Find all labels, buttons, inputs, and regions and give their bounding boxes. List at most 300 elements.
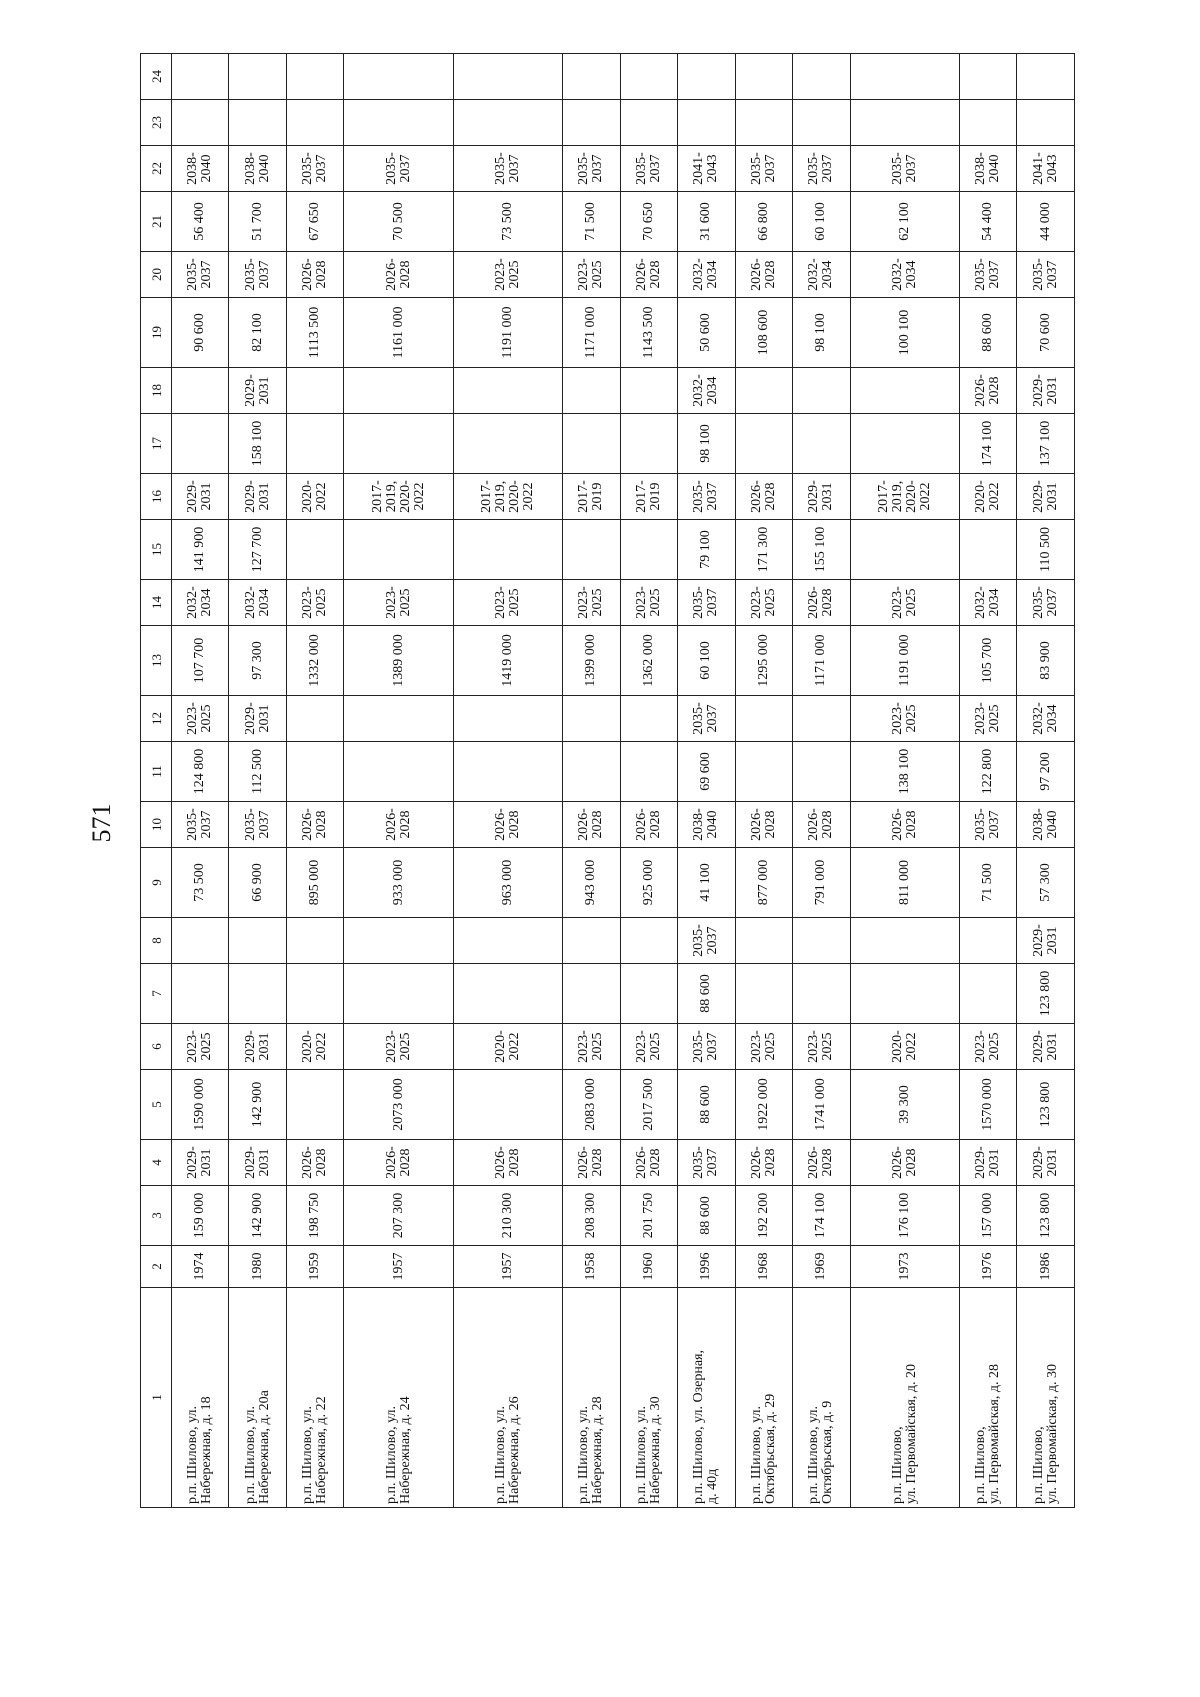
column-header-9: 9 — [141, 848, 172, 918]
table-cell: 2032- 2034 — [678, 252, 735, 298]
table-cell: 2035- 2037 — [678, 580, 735, 626]
table-cell: 2023- 2025 — [453, 252, 562, 298]
table-cell: 142 900 — [229, 1186, 286, 1246]
table-cell: 1741 000 — [793, 1070, 850, 1140]
table-row — [172, 54, 229, 1508]
table-cell — [620, 100, 677, 146]
table-cell: 2035- 2037 — [286, 146, 343, 192]
table-cell: 192 200 — [735, 1186, 792, 1246]
table-cell: 2029- 2031 — [1017, 918, 1075, 964]
column-header-24: 24 — [141, 54, 172, 100]
table-cell: 73 500 — [172, 848, 229, 918]
table-cell: 1399 000 — [563, 626, 620, 696]
table-cell: 2041- 2043 — [678, 146, 735, 192]
table-cell: 171 300 — [735, 520, 792, 580]
table-cell: 2035- 2037 — [678, 918, 735, 964]
table-cell — [850, 918, 959, 964]
table-cell: 41 100 — [678, 848, 735, 918]
table-cell — [286, 696, 343, 742]
address-cell: р.п. Шилово, ул. Первомайская, д. 28 — [959, 1288, 1016, 1508]
address-cell: р.п. Шилово, ул. Октябрьская, д. 29 — [735, 1288, 792, 1508]
table-cell: 1958 — [563, 1246, 620, 1288]
table-cell: 2035- 2037 — [1017, 252, 1075, 298]
table-cell: 2023- 2025 — [959, 696, 1016, 742]
table-cell — [286, 742, 343, 802]
table-cell: 2026- 2028 — [344, 1140, 453, 1186]
table-cell — [453, 742, 562, 802]
table-cell: 925 000 — [620, 848, 677, 918]
table-cell — [229, 964, 286, 1024]
table-cell: 2029- 2031 — [1017, 1140, 1075, 1186]
table-cell — [959, 54, 1016, 100]
table-cell: 44 000 — [1017, 192, 1075, 252]
table-cell: 2032- 2034 — [229, 580, 286, 626]
table-cell: 107 700 — [172, 626, 229, 696]
table-cell — [563, 696, 620, 742]
table-row — [344, 54, 453, 1508]
table-cell: 124 800 — [172, 742, 229, 802]
table-cell: 1590 000 — [172, 1070, 229, 1140]
table-cell: 2020- 2022 — [286, 1024, 343, 1070]
table-row — [959, 54, 1016, 1508]
table-cell: 2038- 2040 — [1017, 802, 1075, 848]
table-cell: 2026- 2028 — [850, 802, 959, 848]
table-cell: 176 100 — [850, 1186, 959, 1246]
column-header-2: 2 — [141, 1246, 172, 1288]
table-cell: 2029- 2031 — [172, 1140, 229, 1186]
table-cell — [286, 1070, 343, 1140]
table-cell: 201 750 — [620, 1186, 677, 1246]
table-cell: 137 100 — [1017, 414, 1075, 474]
address-cell: р.п. Шилово, ул. Набережная, д. 28 — [563, 1288, 620, 1508]
table-cell: 2017- 2019, 2020- 2022 — [344, 474, 453, 520]
table-cell — [286, 100, 343, 146]
table-cell: 2038- 2040 — [678, 802, 735, 848]
table-cell — [793, 414, 850, 474]
table-cell: 2029- 2031 — [1017, 368, 1075, 414]
address-cell: р.п. Шилово, ул. Первомайская, д. 30 — [1017, 1288, 1075, 1508]
table-cell: 98 100 — [793, 298, 850, 368]
table-cell: 2023- 2025 — [563, 580, 620, 626]
table-cell — [453, 520, 562, 580]
column-header-16: 16 — [141, 474, 172, 520]
table-cell: 2029- 2031 — [229, 368, 286, 414]
table-cell: 1191 000 — [850, 626, 959, 696]
column-header-22: 22 — [141, 146, 172, 192]
table-cell — [959, 964, 1016, 1024]
column-header-11: 11 — [141, 742, 172, 802]
table-cell — [563, 54, 620, 100]
table-cell — [735, 100, 792, 146]
table-cell: 1161 000 — [344, 298, 453, 368]
table-cell: 2035- 2037 — [229, 252, 286, 298]
table-cell: 2029- 2031 — [793, 474, 850, 520]
table-cell: 2035- 2037 — [850, 146, 959, 192]
table-cell: 155 100 — [793, 520, 850, 580]
table-cell: 54 400 — [959, 192, 1016, 252]
table-cell — [453, 696, 562, 742]
table-cell: 2026- 2028 — [620, 802, 677, 848]
table-cell — [1017, 54, 1075, 100]
table-cell — [850, 100, 959, 146]
table-cell: 1959 — [286, 1246, 343, 1288]
address-cell: р.п. Шилово, ул. Набережная, д. 24 — [344, 1288, 453, 1508]
column-header-10: 10 — [141, 802, 172, 848]
table-row — [1017, 54, 1075, 1508]
table-cell: 895 000 — [286, 848, 343, 918]
table-cell: 60 100 — [678, 626, 735, 696]
table-cell: 73 500 — [453, 192, 562, 252]
table-cell: 2026- 2028 — [735, 474, 792, 520]
table-cell: 2038- 2040 — [229, 146, 286, 192]
table-cell: 2026- 2028 — [735, 252, 792, 298]
table-cell: 105 700 — [959, 626, 1016, 696]
table-cell: 1570 000 — [959, 1070, 1016, 1140]
table-cell: 123 800 — [1017, 964, 1075, 1024]
table-cell — [286, 520, 343, 580]
table-cell: 2035- 2037 — [620, 146, 677, 192]
table-cell: 2032- 2034 — [678, 368, 735, 414]
address-cell: р.п. Шилово, ул. Набережная, д. 26 — [453, 1288, 562, 1508]
table-cell: 791 000 — [793, 848, 850, 918]
table-cell: 110 500 — [1017, 520, 1075, 580]
table-cell: 174 100 — [959, 414, 1016, 474]
table-cell: 2032- 2034 — [172, 580, 229, 626]
table-cell — [850, 414, 959, 474]
table-cell: 1960 — [620, 1246, 677, 1288]
table-cell: 71 500 — [959, 848, 1016, 918]
table-cell — [959, 520, 1016, 580]
table-cell: 108 600 — [735, 298, 792, 368]
table-cell: 2026- 2028 — [286, 252, 343, 298]
table-cell: 2020- 2022 — [286, 474, 343, 520]
table-cell — [563, 742, 620, 802]
table-cell: 2026- 2028 — [344, 802, 453, 848]
column-header-4: 4 — [141, 1140, 172, 1186]
table-cell — [286, 414, 343, 474]
table-cell: 2035- 2037 — [678, 474, 735, 520]
column-header-12: 12 — [141, 696, 172, 742]
table-cell: 2026- 2028 — [735, 802, 792, 848]
table-cell — [620, 414, 677, 474]
column-header-15: 15 — [141, 520, 172, 580]
table-cell — [344, 918, 453, 964]
table-cell: 62 100 — [850, 192, 959, 252]
table-cell: 963 000 — [453, 848, 562, 918]
table-cell: 31 600 — [678, 192, 735, 252]
address-cell: р.п. Шилово, ул. Октябрьская, д. 9 — [793, 1288, 850, 1508]
table-cell: 1362 000 — [620, 626, 677, 696]
table-cell: 2023- 2025 — [850, 696, 959, 742]
table-cell — [286, 918, 343, 964]
table-cell: 79 100 — [678, 520, 735, 580]
table-cell — [735, 54, 792, 100]
table-cell: 2032- 2034 — [850, 252, 959, 298]
table-cell — [344, 742, 453, 802]
table-cell: 2035- 2037 — [344, 146, 453, 192]
table-cell — [620, 368, 677, 414]
table-cell: 2023- 2025 — [850, 580, 959, 626]
table-cell: 1957 — [453, 1246, 562, 1288]
table-cell — [735, 918, 792, 964]
table-cell: 83 900 — [1017, 626, 1075, 696]
table-cell: 2035- 2037 — [678, 1140, 735, 1186]
table-row — [453, 54, 562, 1508]
table-cell — [172, 54, 229, 100]
table-cell: 2026- 2028 — [793, 580, 850, 626]
table-cell: 2029- 2031 — [229, 1024, 286, 1070]
table-cell — [735, 964, 792, 1024]
table-cell — [172, 100, 229, 146]
table-cell — [344, 100, 453, 146]
table-cell — [620, 54, 677, 100]
table-row — [563, 54, 620, 1508]
table-cell: 2032- 2034 — [1017, 696, 1075, 742]
table-cell — [563, 100, 620, 146]
table-cell: 127 700 — [229, 520, 286, 580]
page-number: 571 — [87, 803, 116, 843]
table-cell — [1017, 100, 1075, 146]
table-cell: 2038- 2040 — [172, 146, 229, 192]
table-cell: 2029- 2031 — [229, 1140, 286, 1186]
table-cell: 2035- 2037 — [959, 252, 1016, 298]
table-cell: 2035- 2037 — [172, 802, 229, 848]
table-cell — [620, 696, 677, 742]
table-cell — [344, 520, 453, 580]
table-cell: 159 000 — [172, 1186, 229, 1246]
table-cell: 2023- 2025 — [172, 1024, 229, 1070]
column-header-23: 23 — [141, 100, 172, 146]
table-cell: 1295 000 — [735, 626, 792, 696]
table-cell: 97 300 — [229, 626, 286, 696]
table-cell: 2041- 2043 — [1017, 146, 1075, 192]
table-cell: 2073 000 — [344, 1070, 453, 1140]
table-cell: 198 750 — [286, 1186, 343, 1246]
table-cell — [793, 54, 850, 100]
table-cell: 2035- 2037 — [229, 802, 286, 848]
table-cell: 2026- 2028 — [453, 802, 562, 848]
table-cell: 70 600 — [1017, 298, 1075, 368]
table-cell: 1974 — [172, 1246, 229, 1288]
table-cell: 2023- 2025 — [735, 580, 792, 626]
column-header-7: 7 — [141, 964, 172, 1024]
table-cell: 2029- 2031 — [229, 696, 286, 742]
table-cell: 123 800 — [1017, 1186, 1075, 1246]
table-cell — [850, 368, 959, 414]
column-number-row — [141, 54, 172, 1508]
table-cell — [620, 520, 677, 580]
table-cell: 2026- 2028 — [620, 252, 677, 298]
table-cell: 2017- 2019, 2020- 2022 — [453, 474, 562, 520]
table-cell — [229, 918, 286, 964]
column-header-14: 14 — [141, 580, 172, 626]
column-header-17: 17 — [141, 414, 172, 474]
table-row — [793, 54, 850, 1508]
table-cell: 2023- 2025 — [620, 1024, 677, 1070]
table-cell: 933 000 — [344, 848, 453, 918]
address-cell: р.п. Шилово, ул. Набережная, д. 22 — [286, 1288, 343, 1508]
table-cell: 60 100 — [793, 192, 850, 252]
table-cell — [344, 964, 453, 1024]
table-cell — [793, 918, 850, 964]
table-cell: 97 200 — [1017, 742, 1075, 802]
table-cell — [793, 696, 850, 742]
table-cell — [735, 742, 792, 802]
table-cell — [453, 1070, 562, 1140]
table-cell: 2026- 2028 — [735, 1140, 792, 1186]
table-cell — [959, 918, 1016, 964]
table-cell — [793, 742, 850, 802]
table-cell: 2017- 2019 — [563, 474, 620, 520]
table-cell: 174 100 — [793, 1186, 850, 1246]
table-cell: 57 300 — [1017, 848, 1075, 918]
table-cell: 39 300 — [850, 1070, 959, 1140]
table-cell: 2023- 2025 — [620, 580, 677, 626]
table-cell: 1968 — [735, 1246, 792, 1288]
table-cell: 67 650 — [286, 192, 343, 252]
table-cell: 2038- 2040 — [959, 146, 1016, 192]
table-row — [735, 54, 792, 1508]
table-cell: 2026- 2028 — [793, 802, 850, 848]
table-cell — [959, 100, 1016, 146]
table-cell: 1976 — [959, 1246, 1016, 1288]
table-cell: 2029- 2031 — [229, 474, 286, 520]
table-cell — [172, 918, 229, 964]
table-body — [172, 54, 1075, 1508]
table-cell: 2023- 2025 — [453, 580, 562, 626]
table-cell: 112 500 — [229, 742, 286, 802]
table-cell: 1171 000 — [793, 626, 850, 696]
table-cell: 2017- 2019 — [620, 474, 677, 520]
table-cell — [229, 54, 286, 100]
table-cell — [453, 414, 562, 474]
column-header-13: 13 — [141, 626, 172, 696]
table-cell: 1922 000 — [735, 1070, 792, 1140]
table-cell: 88 600 — [678, 964, 735, 1024]
table-cell: 2017 500 — [620, 1070, 677, 1140]
repair-schedule-table — [140, 53, 1075, 1508]
table-cell: 207 300 — [344, 1186, 453, 1246]
table-cell: 100 100 — [850, 298, 959, 368]
table-cell — [793, 100, 850, 146]
column-header-1: 1 — [141, 1288, 172, 1508]
table-cell: 2035- 2037 — [563, 146, 620, 192]
table-cell — [563, 414, 620, 474]
table-cell: 2026- 2028 — [453, 1140, 562, 1186]
table-cell — [172, 414, 229, 474]
table-cell: 2029- 2031 — [1017, 1024, 1075, 1070]
table-cell: 210 300 — [453, 1186, 562, 1246]
column-header-20: 20 — [141, 252, 172, 298]
table-cell: 70 650 — [620, 192, 677, 252]
table-cell: 2029- 2031 — [1017, 474, 1075, 520]
table-cell — [229, 100, 286, 146]
table-cell: 142 900 — [229, 1070, 286, 1140]
table-cell — [793, 368, 850, 414]
table-cell — [453, 964, 562, 1024]
table-cell: 2020- 2022 — [453, 1024, 562, 1070]
table-cell: 1113 500 — [286, 298, 343, 368]
table-cell — [172, 964, 229, 1024]
table-cell: 2035- 2037 — [172, 252, 229, 298]
table-cell: 88 600 — [678, 1070, 735, 1140]
table-cell: 2029- 2031 — [959, 1140, 1016, 1186]
address-cell: р.п. Шилово, ул. Набережная, д. 30 — [620, 1288, 677, 1508]
table-cell: 943 000 — [563, 848, 620, 918]
table-cell: 2032- 2034 — [959, 580, 1016, 626]
column-header-21: 21 — [141, 192, 172, 252]
table-cell — [563, 520, 620, 580]
address-cell: р.п. Шилово, ул. Первомайская, д. 20 — [850, 1288, 959, 1508]
table-cell: 98 100 — [678, 414, 735, 474]
table-cell — [453, 54, 562, 100]
table-cell: 90 600 — [172, 298, 229, 368]
table-cell: 2023- 2025 — [344, 1024, 453, 1070]
table-cell: 2023- 2025 — [344, 580, 453, 626]
table-cell: 1996 — [678, 1246, 735, 1288]
table-cell: 123 800 — [1017, 1070, 1075, 1140]
table-cell — [735, 368, 792, 414]
table-row — [286, 54, 343, 1508]
table-cell: 2032- 2034 — [793, 252, 850, 298]
table-cell: 1389 000 — [344, 626, 453, 696]
table-cell — [735, 696, 792, 742]
table-cell: 1419 000 — [453, 626, 562, 696]
table-cell: 82 100 — [229, 298, 286, 368]
table-cell: 2023- 2025 — [959, 1024, 1016, 1070]
table-cell: 208 300 — [563, 1186, 620, 1246]
table-cell: 88 600 — [959, 298, 1016, 368]
table-cell — [344, 414, 453, 474]
table-cell: 2026- 2028 — [286, 802, 343, 848]
table-cell: 1191 000 — [453, 298, 562, 368]
table-cell — [850, 964, 959, 1024]
address-cell: р.п. Шилово, ул. Озерная, д. 40д — [678, 1288, 735, 1508]
table-cell: 2023- 2025 — [286, 580, 343, 626]
table-cell — [286, 54, 343, 100]
table-cell: 2029- 2031 — [172, 474, 229, 520]
address-cell: р.п. Шилово, ул. Набережная, д. 18 — [172, 1288, 229, 1508]
table-cell: 157 000 — [959, 1186, 1016, 1246]
table-cell: 50 600 — [678, 298, 735, 368]
table-cell — [620, 742, 677, 802]
table-cell — [286, 964, 343, 1024]
table-cell: 2026- 2028 — [563, 1140, 620, 1186]
table-cell: 1969 — [793, 1246, 850, 1288]
table-cell: 2017- 2019, 2020- 2022 — [850, 474, 959, 520]
table-cell: 2020- 2022 — [959, 474, 1016, 520]
table-cell: 2035- 2037 — [959, 802, 1016, 848]
table-cell — [850, 54, 959, 100]
table-cell — [620, 918, 677, 964]
column-header-3: 3 — [141, 1186, 172, 1246]
table-cell: 2023- 2025 — [563, 1024, 620, 1070]
table-cell — [172, 368, 229, 414]
table-cell: 51 700 — [229, 192, 286, 252]
table-cell — [344, 368, 453, 414]
table-cell: 1957 — [344, 1246, 453, 1288]
table-cell: 1143 500 — [620, 298, 677, 368]
table-cell: 2035- 2037 — [1017, 580, 1075, 626]
table-cell: 2026- 2028 — [959, 368, 1016, 414]
table-cell: 88 600 — [678, 1186, 735, 1246]
table-cell: 70 500 — [344, 192, 453, 252]
address-cell: р.п. Шилово, ул. Набережная, д. 20а — [229, 1288, 286, 1508]
table-row — [850, 54, 959, 1508]
table-row — [678, 54, 735, 1508]
table-cell: 2023- 2025 — [793, 1024, 850, 1070]
column-header-6: 6 — [141, 1024, 172, 1070]
